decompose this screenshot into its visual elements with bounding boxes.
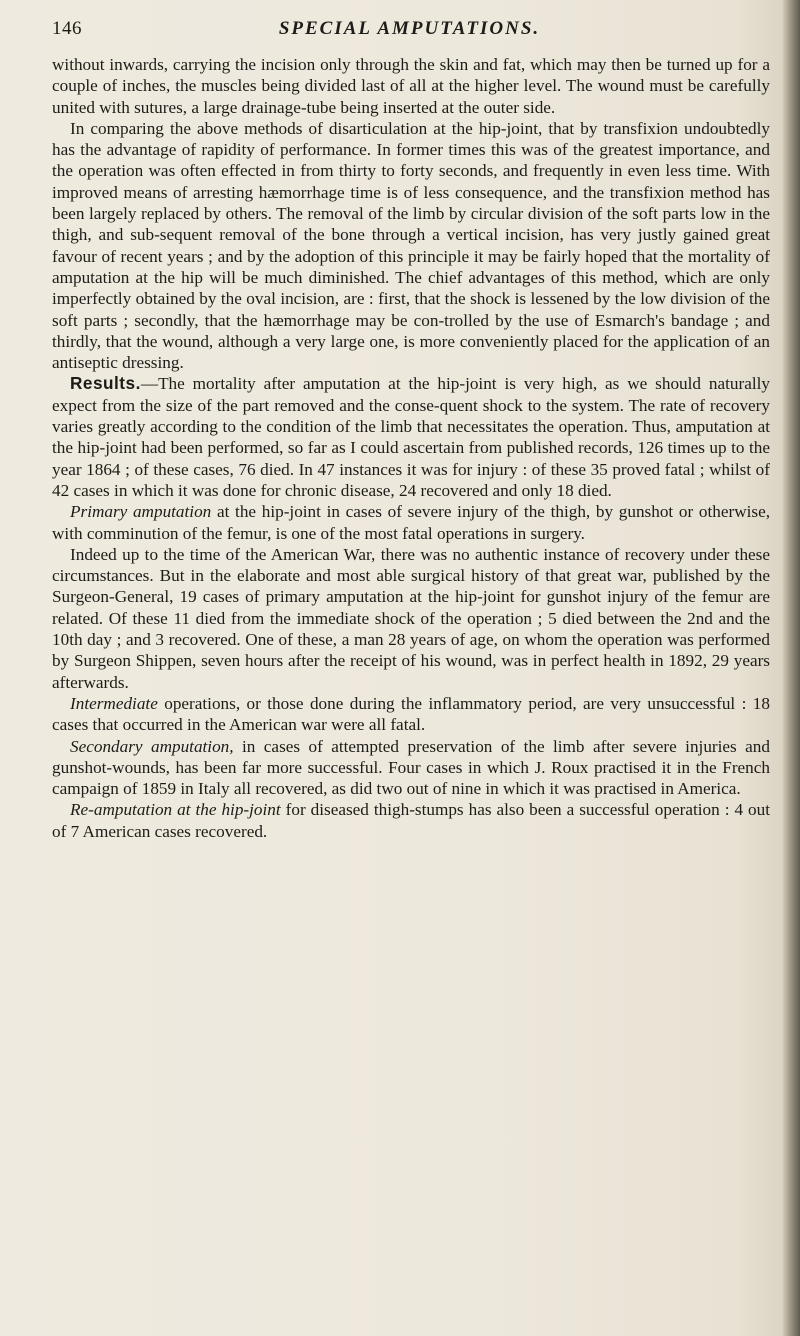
paragraph-results-text: —The mortality after amputation at the hip-joint is very high, as we should naturally expect from the size of the part removed and the conse-quent shock to the system. The rate of recovery varies greatly according to the condition of the limb that necessitates the operation. Thus, amputation at the hip-joint had been performed, so far as I could ascertain from published records, 126 times up to the year 1864 ; of these cases, 76 died. In 47 instances it was for injury : of these 35 proved fatal ; whilst of 42 cases in which it was done for chronic disease, 24 recovered and only 18 died. <box>52 374 770 500</box>
secondary-amputation-term: Secondary amputation, <box>70 736 234 756</box>
paragraph-results <box>52 373 770 501</box>
paragraph-primary-amputation <box>52 501 770 544</box>
paragraph-re-amputation <box>52 799 770 842</box>
body-text <box>52 54 770 842</box>
page-header <box>52 18 767 46</box>
paragraph-2-text: In comparing the above methods of disarticulation at the hip-joint, that by transfixion undoubtedly has the advantage of rapidity of performance. In former times this was of the greatest importance, and the operation was often effected in from thirty to forty seconds, and frequently in even less time. With improved means of arresting hæmorrhage time is of less consequence, and the transfixion method has been largely replaced by others. The removal of the limb by circular division of the soft parts low in the thigh, and sub-sequent removal of the bone through a vertical incision, has very justly gained great favour of recent years ; and by the adoption of this principle it may be fairly hoped that the mortality of amputation at the hip will be much diminished. The chief advantages of this method, which are only imperfectly obtained by the oval incision, are : first, that the shock is lessened by the low division of the soft parts ; secondly, that the hæmorrhage may be con-trolled by the use of Esmarch's bandage ; and thirdly, that the wound, although a very large one, is more conveniently placed for the application of an antiseptic dressing. <box>52 118 770 373</box>
paragraph-re-amputation-text: for diseased thigh-stumps has also been a successful operation : 4 out of 7 American cases recovered. <box>52 800 770 841</box>
paragraph-american-war-text: Indeed up to the time of the American War, there was no authentic instance of recovery under these circumstances. But in the elaborate and most able surgical history of that great war, published by the Surgeon-General, 19 cases of primary amputation at the hip-joint for gunshot injury of the femur are related. Of these 11 died from the immediate shock of the operation ; 5 died between the 2nd and the 10th day ; and 3 recovered. One of these, a man 28 years of age, on whom the operation was performed by Surgeon Shippen, seven hours after the receipt of his wound, was in perfect health in 1892, 29 years afterwards. <box>52 544 770 692</box>
primary-amputation-term: Primary amputation <box>70 502 212 522</box>
page-number: 146 <box>52 18 82 39</box>
paragraph-2 <box>52 118 770 374</box>
paragraph-1 <box>52 54 770 118</box>
paragraph-1-text: without inwards, carrying the incision only through the skin and fat, which may then be turned up for a couple of inches, the muscles being divided last of all at the higher level. The wound must be carefully united with sutures, a large drainage-tube being inserted at the outer side. <box>52 55 770 117</box>
results-heading: Results. <box>70 373 141 394</box>
paragraph-secondary-amputation-text: in cases of attempted preservation of the limb after severe injuries and gunshot-wounds, has been far more successful. Four cases in which J. Roux practised it in the French campaign of 1859 in Italy all recovered, as did two out of nine in which it was practised in America. <box>52 736 770 799</box>
paragraph-secondary-amputation <box>52 736 770 800</box>
paragraph-intermediate <box>52 693 770 736</box>
paragraph-primary-amputation-text: at the hip-joint in cases of severe injury of the thigh, by gunshot or otherwise, with comminution of the femur, is one of the most fatal operations in surgery. <box>52 502 771 543</box>
running-head: SPECIAL AMPUTATIONS. <box>278 18 541 39</box>
paragraph-intermediate-text: operations, or those done during the inflammatory period, are very unsuccessful : 18 cases that occurred in the American war were all fatal. <box>52 693 770 735</box>
intermediate-term: Intermediate <box>70 693 158 713</box>
re-amputation-term: Re-amputation at the hip-joint <box>70 800 281 820</box>
page-binding-edge <box>782 0 800 1336</box>
paragraph-american-war <box>52 544 770 693</box>
